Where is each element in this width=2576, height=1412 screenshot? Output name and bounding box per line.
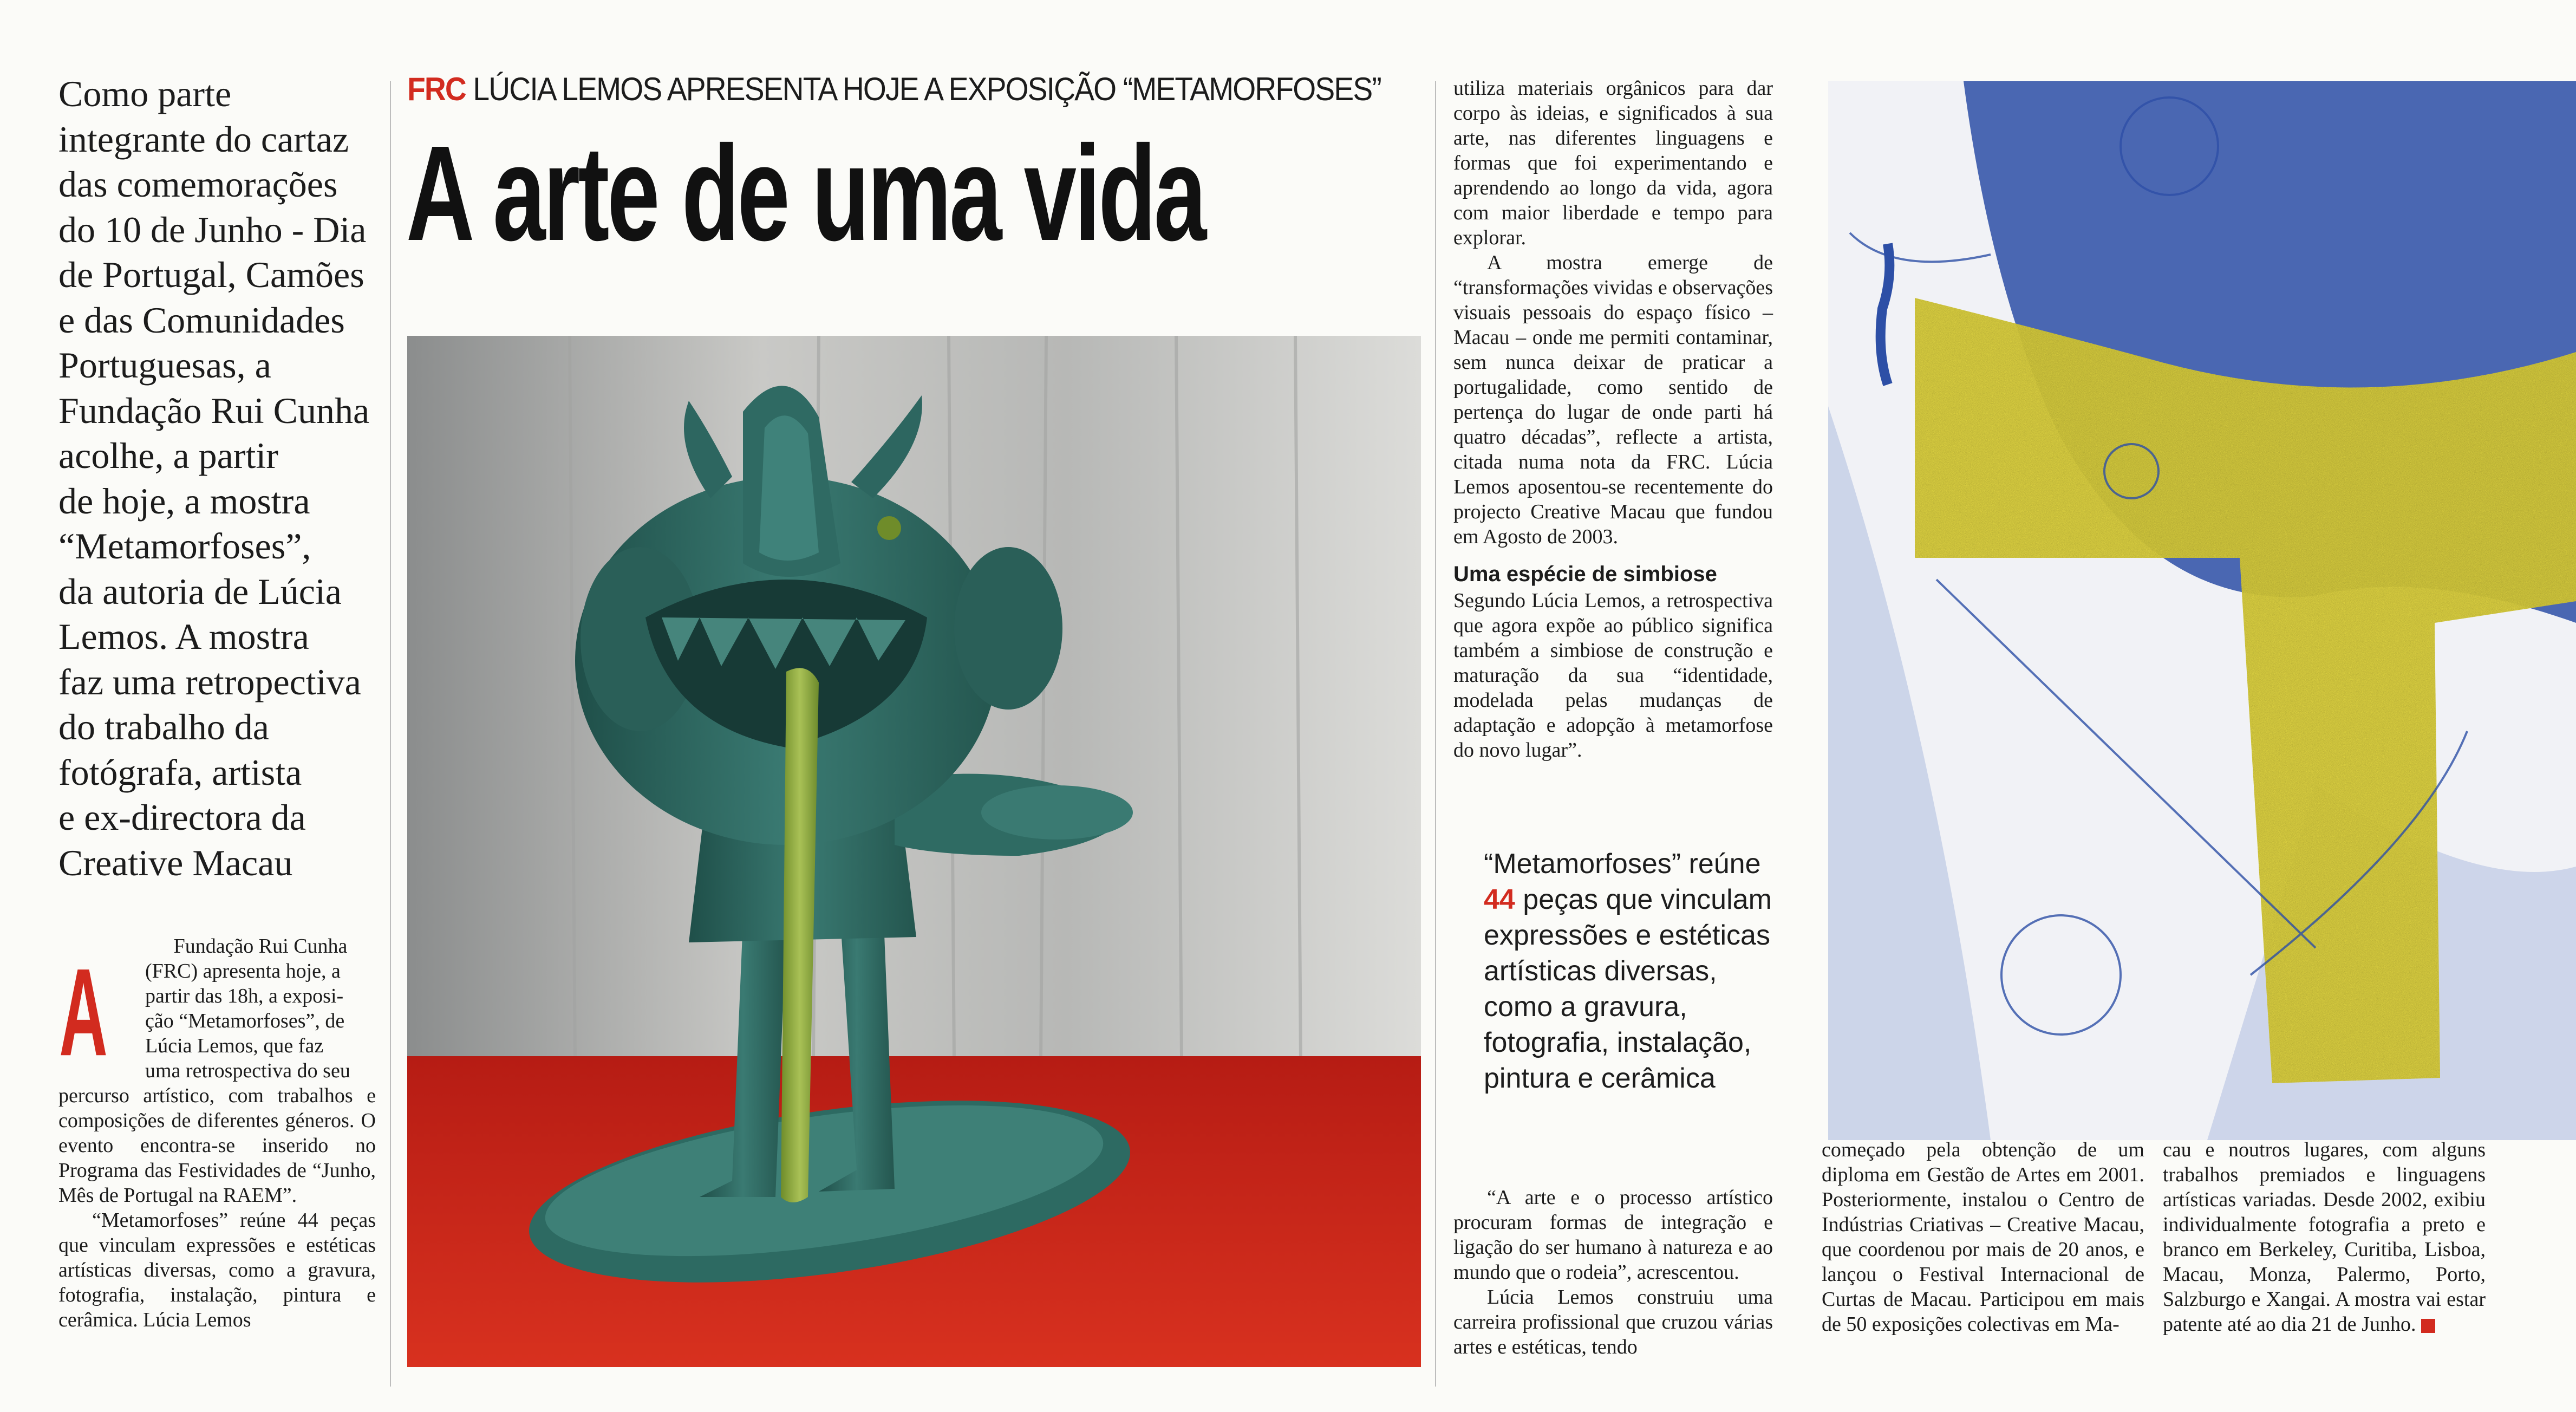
lead-line: Fundação Rui Cunha xyxy=(58,389,370,431)
lead-line: da autoria de Lúcia xyxy=(58,570,342,612)
body-line: (FRC) apresenta hoje, a xyxy=(145,960,341,982)
lead-line: Creative Macau xyxy=(58,842,293,883)
lead-line: e das Comunidades xyxy=(58,299,345,341)
lead-line: integrante do cartaz xyxy=(58,118,349,160)
kicker-tag: FRC xyxy=(407,71,466,107)
article-column-3 xyxy=(1453,76,1773,763)
column-rule xyxy=(390,81,391,1387)
lead-line: acolhe, a partir xyxy=(58,435,278,476)
lead-paragraph xyxy=(58,71,383,886)
artwork-print xyxy=(1828,81,2576,1140)
body-paragraph: cau e noutros lugares, com alguns trabalhos premiados e linguagens artísticas variadas. Desde 2002, exibiu individualmente fotografia a preto e branco em Berkeley, Curitiba, Lisboa, Macau, Monza, Palermo, Porto, Salzburgo e Xangai. A mostra vai estar patente até ao dia 21 de Junho. xyxy=(2163,1138,2486,1336)
lead-line: “Metamorfoses”, xyxy=(58,525,311,567)
lead-line: Lemos. A mostra xyxy=(58,616,309,657)
sculpture-photo xyxy=(407,336,1421,1367)
column-rule xyxy=(1435,81,1436,1387)
subheading: Uma espécie de simbiose xyxy=(1453,562,1717,586)
body-paragraph: A mostra emerge de “transformações vividas e observações visuais pessoais do espaço físico – Macau – onde me permiti contaminar, sem nunca deixar de praticar a portugalidade, como sentido de pertença do lugar de onde parti há quatro décadas”, reflecte a artista, citada numa nota da FRC. Lúcia Lemos aposentou-se recentemente do projecto Creative Macau que fundou em Agosto de 2003. xyxy=(1453,251,1773,548)
lead-line: de hoje, a mostra xyxy=(58,480,310,522)
lead-line: fotógrafa, artista xyxy=(58,751,302,793)
article-column-3-bottom xyxy=(1453,1185,1773,1359)
body-paragraph: “Metamorfoses” reúne 44 peças que vinculam expressões e estéticas artísticas diversas, como a gravura, fotografia, instalação, pintura e cerâmica. Lúcia Lemos xyxy=(58,1209,376,1331)
pull-quote xyxy=(1484,846,1787,1096)
lead-line: faz uma retropectiva xyxy=(58,661,361,702)
article-column-5 xyxy=(2163,1137,2486,1337)
body-paragraph: começado pela obtenção de um diploma em Gestão de Artes em 2001. Posteriormente, instalou o Centro de Indústrias Criativas – Creative Macau, que coordenou por mais de 20 anos, e lançou o Festival Internacional de Curtas de Macau. Participou em mais de 50 exposições colectivas em Ma- xyxy=(1822,1138,2144,1336)
lead-line: Portuguesas, a xyxy=(58,344,271,386)
body-line: partir das 18h, a exposi- xyxy=(145,985,344,1007)
end-mark-icon xyxy=(2421,1319,2435,1333)
lead-line: do trabalho da xyxy=(58,706,269,747)
pull-quote-text: “Metamorfoses” reúne xyxy=(1484,848,1761,880)
kicker xyxy=(407,70,1381,108)
drop-cap-letter: A xyxy=(59,943,108,1066)
headline: A arte de uma vida xyxy=(406,118,1205,269)
body-paragraph: Lúcia Lemos construiu uma carreira profissional que cruzou várias artes e estéticas, tendo xyxy=(1453,1286,1773,1358)
body-paragraph: utiliza materiais orgânicos para dar corpo às ideias, e significados à sua arte, nas diferentes linguagens e formas que foi experimentando e aprendendo ao longo da vida, agora com maior liberdade e tempo para explorar. xyxy=(1453,77,1773,249)
article-column-1 xyxy=(58,934,376,1332)
body-paragraph: “A arte e o processo artístico procuram formas de integração e ligação do ser humano à natureza e ao mundo que o rodeia”, acrescentou. xyxy=(1453,1186,1773,1284)
body-paragraph: percurso artístico, com trabalhos e composições de diferentes géneros. O evento encontra-se inserido no Programa das Festividades de “Junho, Mês de Portugal na RAEM”. xyxy=(58,1084,376,1207)
body-line: uma retrospectiva do seu xyxy=(145,1059,350,1082)
lead-line: e ex-directora da xyxy=(58,797,306,838)
lead-line: de Portugal, Camões xyxy=(58,254,364,295)
body-line: Fundação Rui Cunha xyxy=(173,935,348,958)
body-paragraph: Segundo Lúcia Lemos, a retrospectiva que agora expõe ao público significa também a simbiose de construção e maturação da sua “identidade, modelada pelas mudanças de adaptação e adopção à metamorfose do novo lugar”. xyxy=(1453,589,1773,762)
article-column-4 xyxy=(1822,1137,2144,1337)
body-line: Lúcia Lemos, que faz xyxy=(145,1034,324,1057)
pull-quote-number: 44 xyxy=(1484,884,1515,915)
lead-line: do 10 de Junho - Dia xyxy=(58,209,367,250)
lead-line: das comemorações xyxy=(58,164,338,205)
kicker-text: LÚCIA LEMOS APRESENTA HOJE A EXPOSIÇÃO “METAMORFOSES” xyxy=(473,71,1381,107)
body-line: ção “Metamorfoses”, de xyxy=(145,1010,345,1032)
pull-quote-text: peças que vinculam expressões e estéticas artísticas diversas, como a gravura, fotografia, instalação, pintura e cerâmica xyxy=(1484,884,1772,1094)
lead-line: Como parte xyxy=(58,73,232,114)
